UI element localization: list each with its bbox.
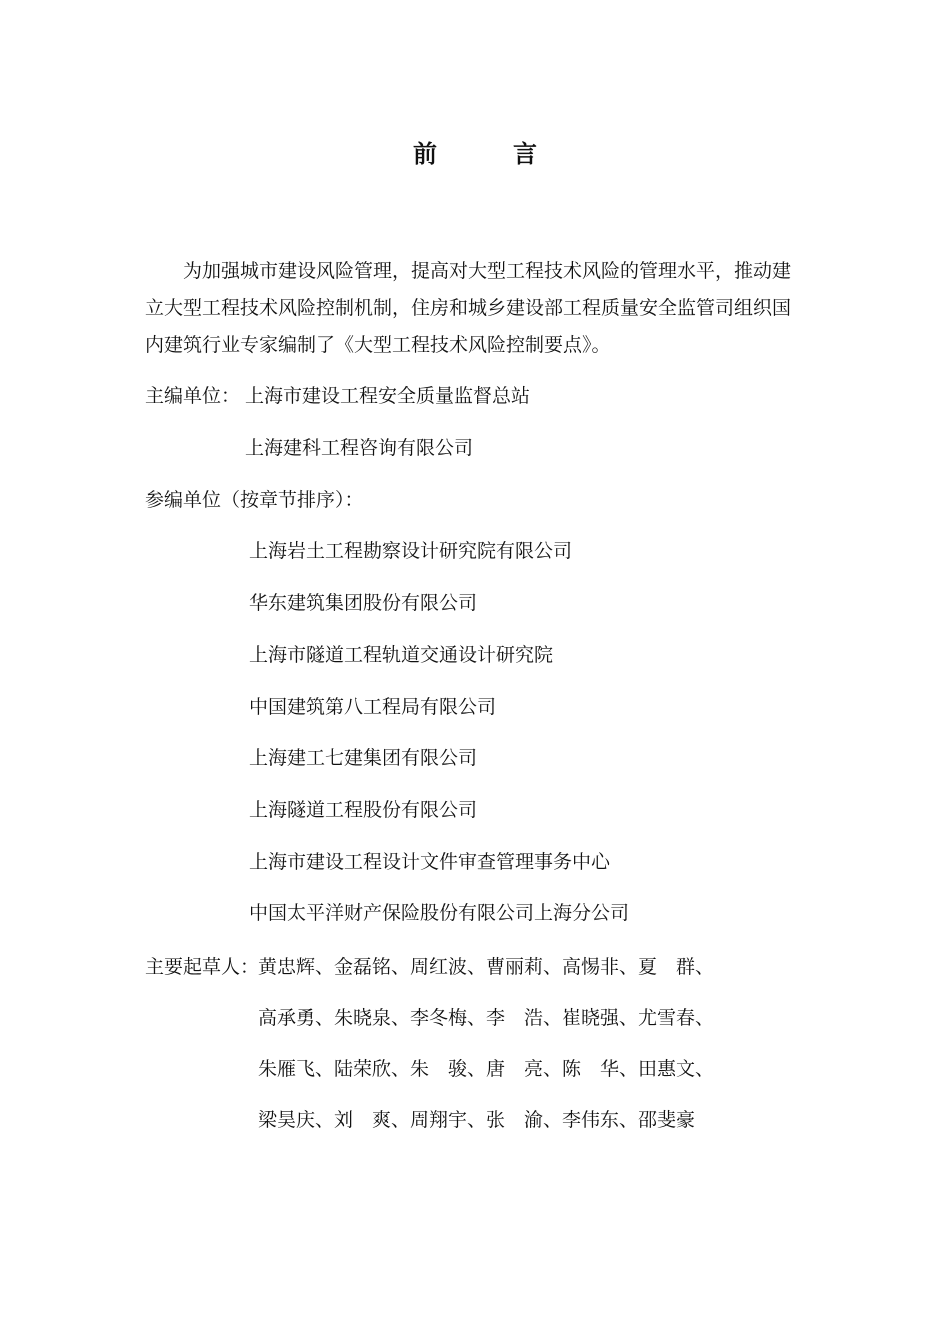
participating-unit: 中国建筑第八工程局有限公司 <box>249 696 497 718</box>
page-title: 前 言 <box>413 139 563 168</box>
intro-line: 立大型工程技术风险控制机制，住房和城乡建设部工程质量安全监管司组织国 <box>145 297 792 319</box>
participating-unit: 上海岩土工程勘察设计研究院有限公司 <box>249 540 573 562</box>
chief-editor-unit: 上海建科工程咨询有限公司 <box>245 437 474 459</box>
drafters-label: 主要起草人： <box>145 956 260 978</box>
participating-unit: 中国太平洋财产保险股份有限公司上海分公司 <box>249 902 630 924</box>
intro-line: 内建筑行业专家编制了《大型工程技术风险控制要点》。 <box>145 334 611 356</box>
drafters-row: 黄忠辉、金磊铭、周红波、曹丽莉、高惕非、夏 群、 <box>258 956 715 978</box>
drafters-row: 高承勇、朱晓泉、李冬梅、李 浩、崔晓强、尤雪春、 <box>258 1007 715 1029</box>
participating-unit: 上海市建设工程设计文件审查管理事务中心 <box>249 851 611 873</box>
chief-editor-unit: 上海市建设工程安全质量监督总站 <box>245 385 531 407</box>
intro-line: 为加强城市建设风险管理，提高对大型工程技术风险的管理水平，推动建 <box>183 260 792 282</box>
drafters-row: 梁昊庆、刘 爽、周翔宇、张 渝、李伟东、邵斐豪 <box>258 1109 696 1131</box>
chief-editor-label: 主编单位： <box>145 385 241 407</box>
participating-label: 参编单位（按章节排序）： <box>145 489 364 511</box>
intro-paragraph <box>145 253 810 364</box>
drafters-row: 朱雁飞、陆荣欣、朱 骏、唐 亮、陈 华、田惠文、 <box>258 1058 715 1080</box>
participating-unit: 华东建筑集团股份有限公司 <box>249 592 478 614</box>
participating-unit: 上海隧道工程股份有限公司 <box>249 799 478 821</box>
participating-unit: 上海市隧道工程轨道交通设计研究院 <box>249 644 554 666</box>
participating-unit: 上海建工七建集团有限公司 <box>249 747 478 769</box>
